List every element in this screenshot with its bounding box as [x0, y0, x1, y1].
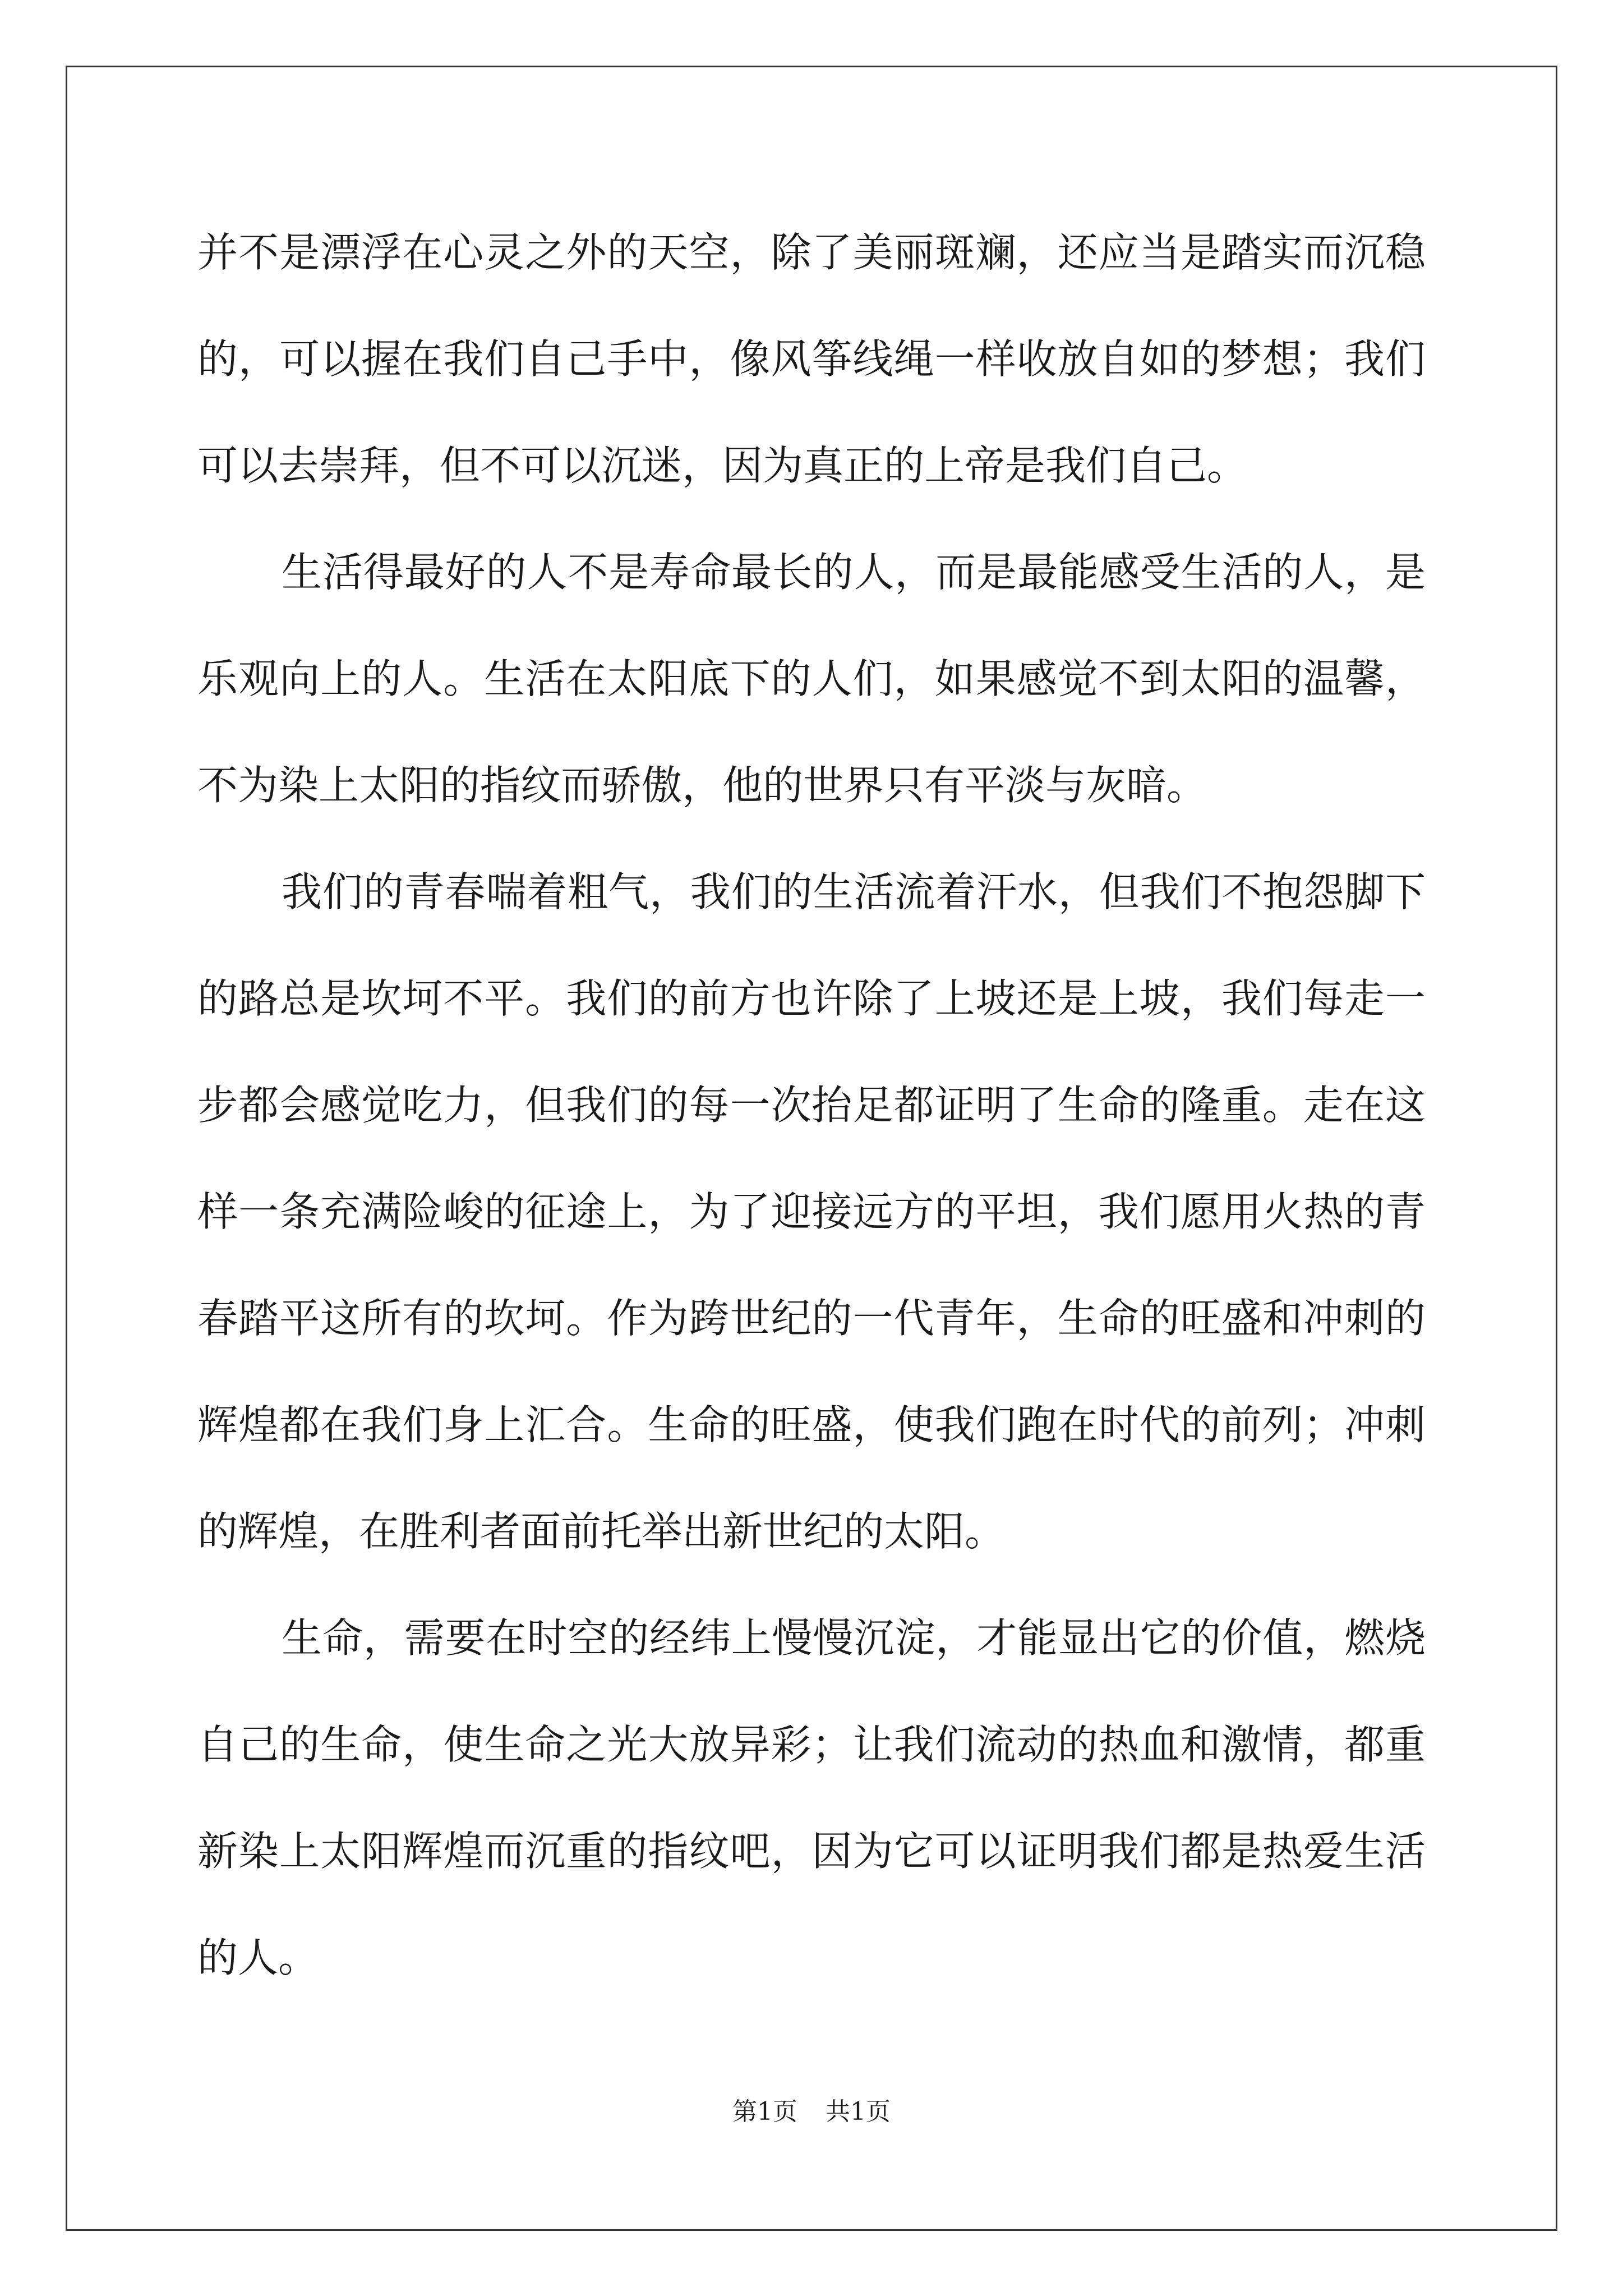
text-line: 辉煌都在我们身上汇合。生命的旺盛，使我们跑在时代的前列；冲刺 [197, 1401, 1426, 1448]
text-line: 不为染上太阳的指纹而骄傲，他的世界只有平淡与灰暗。 [197, 762, 1207, 809]
text-line: 的辉煌，在胜利者面前托举出新世纪的太阳。 [197, 1508, 1006, 1555]
page-number-total: 共1页 [826, 2097, 891, 2126]
text-line: 可以去崇拜，但不可以沉迷，因为真正的上帝是我们自己。 [197, 442, 1248, 489]
text-line: 样一条充满险峻的征途上，为了迎接远方的平坦，我们愿用火热的青 [197, 1188, 1426, 1235]
page-number-current: 第1页 [732, 2097, 797, 2126]
text-line: 步都会感觉吃力，但我们的每一次抬足都证明了生命的隆重。走在这 [197, 1082, 1426, 1129]
text-line: 的路总是坎坷不平。我们的前方也许除了上坡还是上坡，我们每走一 [197, 975, 1426, 1022]
text-line: 春踏平这所有的坎坷。作为跨世纪的一代青年，生命的旺盛和冲刺的 [197, 1295, 1426, 1342]
paragraph-first-line: 生命，需要在时空的经纬上慢慢沉淀，才能显出它的价值，燃烧 [282, 1614, 1426, 1662]
text-line: 的人。 [197, 1934, 319, 1981]
page-footer [0, 2095, 1623, 2129]
paragraph-first-line: 生活得最好的人不是寿命最长的人，而是最能感受生活的人，是 [282, 549, 1426, 596]
text-line: 并不是漂浮在心灵之外的天空，除了美丽斑斓，还应当是踏实而沉稳 [197, 229, 1426, 276]
paragraph-first-line: 我们的青春喘着粗气，我们的生活流着汗水，但我们不抱怨脚下 [282, 868, 1426, 915]
text-line: 自己的生命，使生命之光大放异彩；让我们流动的热血和激情，都重 [197, 1721, 1426, 1768]
document-body [197, 199, 1426, 2011]
text-line: 的，可以握在我们自己手中，像风筝线绳一样收放自如的梦想；我们 [197, 335, 1426, 383]
text-line: 乐观向上的人。生活在太阳底下的人们，如果感觉不到太阳的温馨， [197, 655, 1426, 702]
text-line: 新染上太阳辉煌而沉重的指纹吧，因为它可以证明我们都是热爱生活 [197, 1828, 1426, 1875]
